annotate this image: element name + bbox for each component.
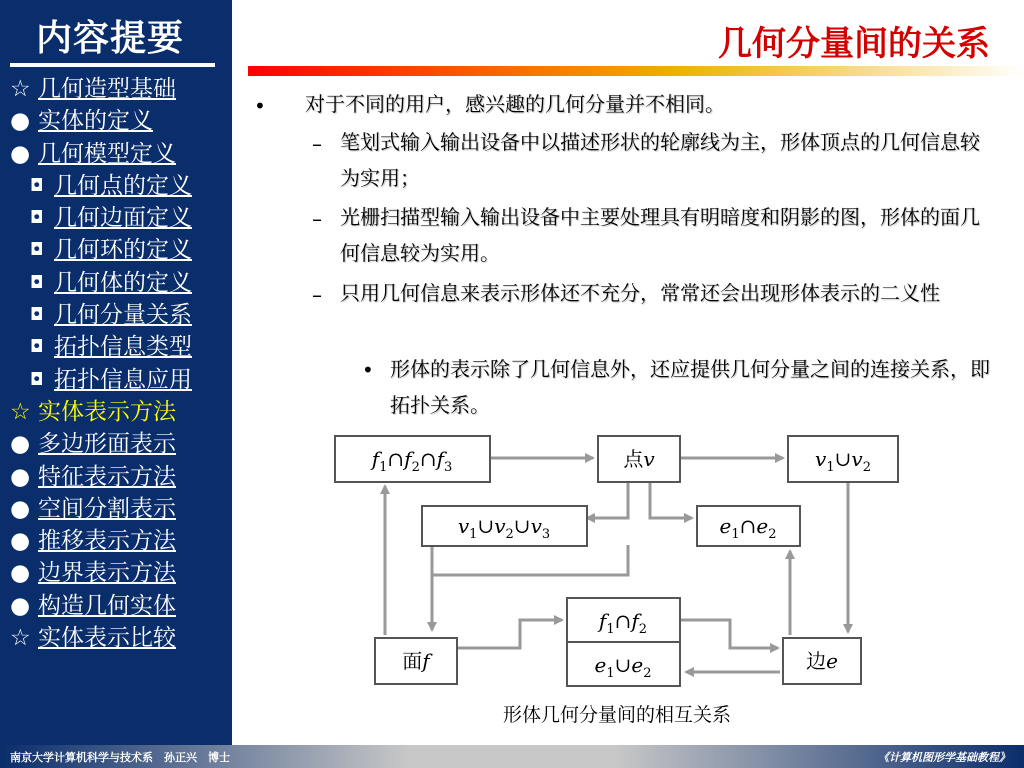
edge-label: 边e	[806, 649, 838, 673]
nav-item-label: 拓扑信息类型	[54, 334, 192, 361]
vertex-union-label: $v_1\cup v_2$	[815, 447, 871, 475]
diagram-caption: 形体几何分量间的相互关系	[502, 704, 731, 726]
square-bullet-icon: ◘	[30, 272, 44, 293]
arrow-point-to-vertex-union3	[587, 482, 628, 518]
bullet-icon: ●	[10, 592, 31, 619]
sidebar-title: 内容提要	[36, 18, 185, 59]
face-label: 面f	[402, 649, 430, 673]
square-bullet-icon: ◘	[30, 240, 44, 261]
bullet-text: 对于不同的用户，感兴趣的几何分量并不相同。	[305, 92, 725, 116]
square-bullet-icon: ◘	[30, 305, 44, 326]
point-label: 点v	[623, 447, 655, 471]
nav-item-label: 几何边面定义	[54, 205, 192, 232]
nav-item-label: 几何体的定义	[54, 269, 192, 296]
square-bullet-icon: ◘	[30, 369, 44, 390]
bullet-icon: •	[362, 358, 374, 382]
bullet-icon: ●	[10, 463, 31, 490]
face-pair-label: $f_1\cap f_2$	[598, 609, 648, 637]
arrow-face-pair-to-edge	[680, 620, 778, 648]
sub-sub-bullet-text: 形体的表示除了几何信息外，还应提供几何分量之间的连接关系，即拓扑关系。	[390, 357, 990, 417]
nav-item-label: 空间分割表示	[38, 495, 176, 522]
nav-item-label: 几何分量关系	[54, 302, 192, 329]
nav-item-label: 实体表示方法	[38, 398, 176, 425]
footer-bar	[0, 745, 1024, 768]
bullet-icon: ●	[10, 140, 31, 167]
nav-item-label: 几何模型定义	[38, 140, 176, 167]
square-bullet-icon: ◘	[30, 175, 44, 196]
bullet-icon: ●	[10, 528, 31, 555]
vertex-union3-label: $v_1\cup v_2\cup v_3$	[457, 514, 551, 542]
footer-author: 南京大学计算机科学与技术系 孙正兴 博士	[10, 751, 230, 764]
square-bullet-icon: ◘	[30, 208, 44, 229]
bullet-icon: ●	[10, 431, 31, 458]
nav-item-label: 边界表示方法	[38, 560, 176, 587]
face-intersection-label: $f_1\cap f_2\cap f_3$	[371, 447, 453, 475]
nav-item-label: 推移表示方法	[38, 528, 176, 555]
nav-item-label: 多边形面表示	[38, 431, 176, 458]
dash-icon: –	[312, 207, 322, 231]
sub-bullet-text: 光栅扫描型输入输出设备中主要处理具有明暗度和阴影的图，形体的面几何信息较为实用。	[340, 205, 980, 265]
sub-bullet-text: 笔划式输入输出设备中以描述形状的轮廓线为主，形体顶点的几何信息较为实用；	[340, 130, 980, 190]
footer-book-title: 《计算机图形学基础教程》	[878, 751, 1010, 764]
square-bullet-icon: ◘	[30, 337, 44, 358]
edge-union-label: $e_1\cup e_2$	[594, 653, 652, 681]
bullet-icon: ●	[10, 560, 31, 587]
dash-icon: –	[312, 132, 322, 156]
sub-bullet-text: 只用几何信息来表示形体还不充分，常常还会出现形体表示的二义性	[340, 281, 940, 305]
bullet-icon: •	[254, 94, 266, 118]
star-icon: ☆	[10, 76, 31, 102]
nav-item-label: 构造几何实体	[38, 592, 176, 619]
nav-item-label: 几何造型基础	[38, 76, 176, 102]
face-intersection-node	[335, 436, 490, 482]
arrow-point-to-edge-int	[650, 482, 692, 518]
bullet-icon: ●	[10, 108, 31, 135]
connector-vertex-union3	[432, 545, 628, 575]
dash-icon: –	[312, 283, 322, 307]
nav-item-label: 拓扑信息应用	[54, 366, 192, 393]
star-icon: ☆	[10, 625, 31, 652]
nav-item-label: 几何环的定义	[54, 237, 192, 264]
star-icon: ☆	[10, 398, 31, 425]
slide-title: 几何分量间的关系	[718, 24, 990, 64]
bullet-icon: ●	[10, 495, 31, 522]
nav-item-label: 实体的定义	[38, 108, 153, 135]
nav-item-label: 几何点的定义	[54, 172, 192, 199]
nav-item-label: 实体表示比较	[38, 625, 176, 652]
nav-item-label: 特征表示方法	[38, 463, 176, 490]
arrow-face-to-face-pair	[458, 620, 562, 648]
edge-intersection-label: $e_1\cap e_2$	[719, 514, 777, 542]
